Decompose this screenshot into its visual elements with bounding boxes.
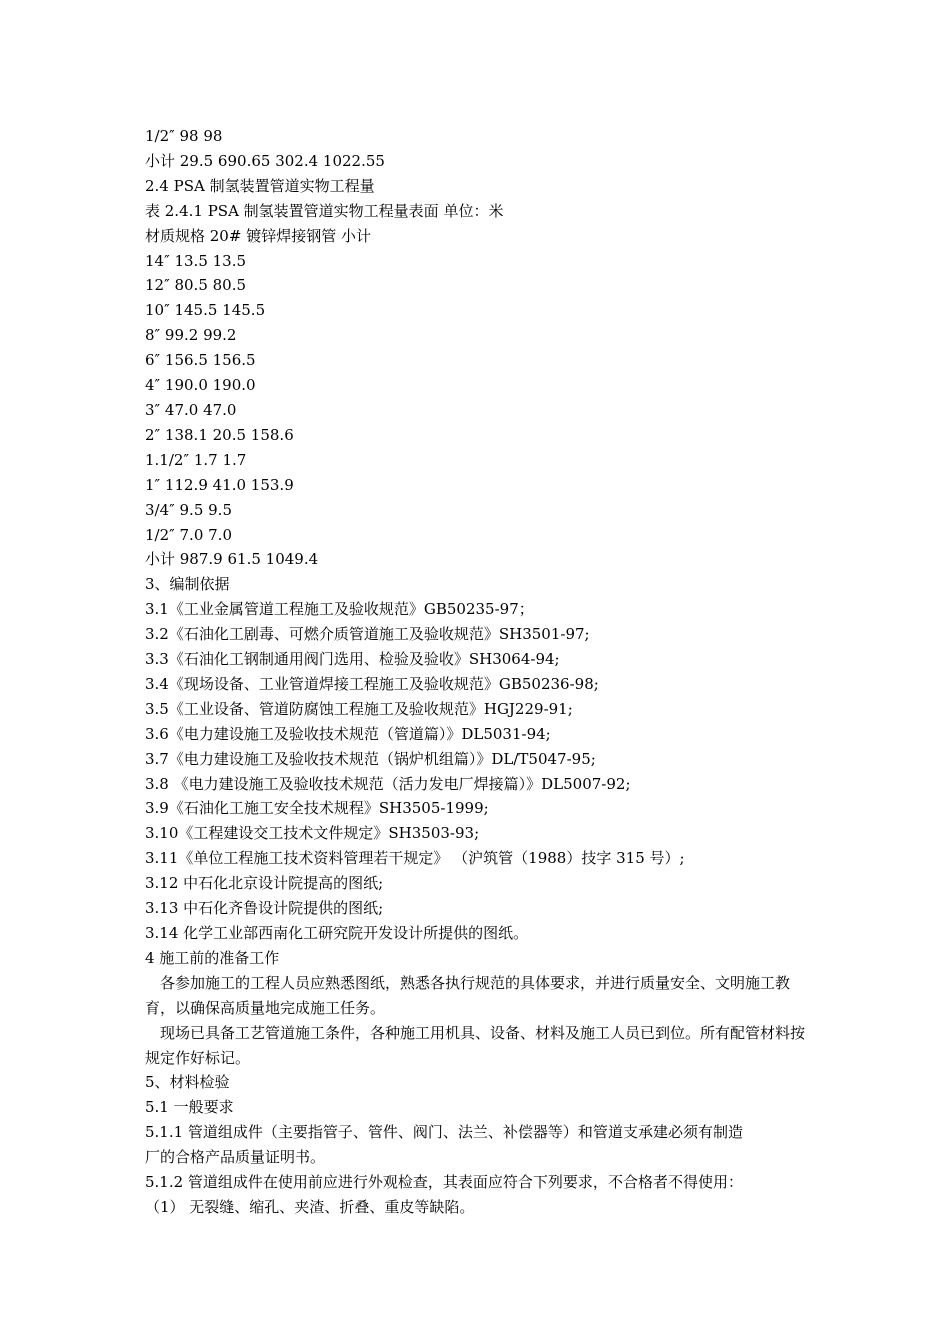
body-paragraph: 现场已具备工艺管道施工条件，各种施工用机具、设备、材料及施工人员已到位。所有配管材料按规定作好标记。 — [145, 1023, 806, 1067]
reference-item: 3.2《石油化工剧毒、可燃介质管道施工及验收规范》SH3501-97; — [145, 625, 590, 644]
reference-item: 3.1《工业金属管道工程施工及验收规范》GB50235-97； — [145, 600, 534, 619]
section-heading: 5、材料检验 — [145, 1073, 230, 1092]
table-row-line: 4″ 190.0 190.0 — [145, 376, 256, 395]
text-line: 小计 29.5 690.65 302.4 1022.55 — [145, 151, 385, 170]
reference-item: 3.4《现场设备、工业管道焊接工程施工及验收规范》GB50236-98; — [145, 674, 599, 693]
reference-item: 3.8 《电力建设施工及验收技术规范（活力发电厂焊接篇）》DL5007-92; — [145, 774, 631, 793]
reference-item: 3.12 中石化北京设计院提高的图纸; — [145, 874, 384, 893]
reference-item: 3.9《石油化工施工安全技术规程》SH3505-1999; — [145, 799, 489, 818]
table-row-line: 3/4″ 9.5 9.5 — [145, 500, 232, 519]
body-paragraph: 各参加施工的工程人员应熟悉图纸，熟悉各执行规范的具体要求，并进行质量安全、文明施工教育，以确保高质量地完成施工任务。 — [145, 973, 791, 1017]
section-heading: 3、编制依据 — [145, 575, 230, 594]
reference-item: 3.3《石油化工钢制通用阀门选用、检验及验收》SH3064-94; — [145, 650, 560, 669]
table-row-line: 10″ 145.5 145.5 — [145, 301, 266, 320]
reference-item: 3.7《电力建设施工及验收技术规范（锅炉机组篇）》DL/T5047-95; — [145, 749, 596, 768]
reference-item: 3.14 化学工业部西南化工研究院开发设计所提供的图纸。 — [145, 924, 529, 942]
document-body — [145, 124, 810, 1220]
reference-item: 3.11《单位工程施工技术资料管理若干规定》 （沪筑管（1988）技字 315 号）; — [145, 849, 685, 868]
table-header-line: 材质规格 20# 镀锌焊接钢管 小计 — [145, 226, 371, 245]
table-row-line: 8″ 99.2 99.2 — [145, 326, 237, 345]
text-line: 厂的合格产品质量证明书。 — [145, 1148, 326, 1167]
table-row-line: 6″ 156.5 156.5 — [145, 351, 256, 370]
reference-item: 3.10《工程建设交工技术文件规定》SH3503-93; — [145, 824, 480, 843]
section-heading: 4 施工前的准备工作 — [145, 948, 280, 967]
reference-item: 3.13 中石化齐鲁设计院提供的图纸; — [145, 899, 384, 918]
table-row-line: 12″ 80.5 80.5 — [145, 276, 247, 295]
table-row-line: 14″ 13.5 13.5 — [145, 251, 247, 270]
section-heading: 2.4 PSA 制氢装置管道实物工程量 — [145, 176, 375, 195]
reference-item: 3.5《工业设备、管道防腐蚀工程施工及验收规范》HGJ229-91; — [145, 699, 573, 718]
text-line: 5.1.2 管道组成件在使用前应进行外观检查，其表面应符合下列要求，不合格者不得使用： — [145, 1173, 743, 1192]
text-line: 5.1.1 管道组成件（主要指管子、管件、阀门、法兰、补偿器等）和管道支承建必须有制造 — [145, 1123, 743, 1142]
table-row-line: 1.1/2″ 1.7 1.7 — [145, 450, 247, 469]
table-caption: 表 2.4.1 PSA 制氢装置管道实物工程量表面 单位：米 — [145, 201, 504, 220]
text-line: （1） 无裂缝、缩孔、夹渣、折叠、重皮等缺陷。 — [145, 1197, 475, 1216]
table-row-line: 1/2″ 7.0 7.0 — [145, 525, 232, 544]
table-row-line: 1″ 112.9 41.0 153.9 — [145, 475, 294, 494]
reference-item: 3.6《电力建设施工及验收技术规范（管道篇）》DL5031-94; — [145, 724, 551, 743]
subsection-heading: 5.1 一般要求 — [145, 1098, 234, 1117]
text-line: 1/2″ 98 98 — [145, 127, 223, 145]
table-row-line: 3″ 47.0 47.0 — [145, 400, 237, 419]
table-total-line: 小计 987.9 61.5 1049.4 — [145, 550, 319, 569]
table-row-line: 2″ 138.1 20.5 158.6 — [145, 425, 294, 444]
